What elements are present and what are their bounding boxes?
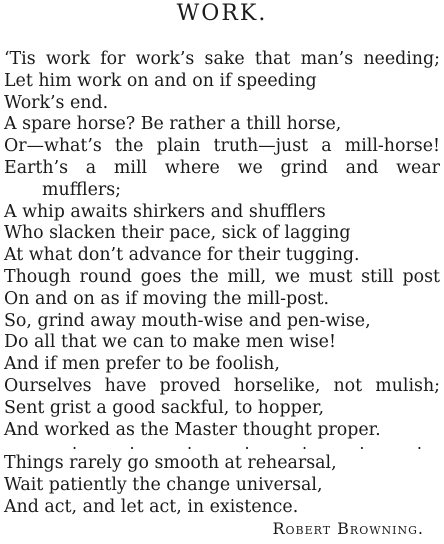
poem-line: A whip awaits shirkers and shufflers <box>4 201 326 222</box>
separator-dot: . <box>244 434 250 453</box>
poem-line: mufflers; <box>42 179 121 200</box>
poem-line: Sent grist a good sackful, to hopper, <box>4 397 324 418</box>
separator-dot: . <box>72 434 78 453</box>
author-signature: Robert Browning. <box>272 519 424 538</box>
poem-line: ‘Tis work for work’s sake that man’s needing; <box>4 49 440 69</box>
poem-line: Ourselves have proved horselike, not mulish; <box>4 375 440 396</box>
separator-dot: . <box>416 434 422 453</box>
stanza-2 <box>4 453 440 518</box>
separator-dot: . <box>129 434 135 453</box>
poem-line: On and on as if moving the mill-post. <box>4 288 330 309</box>
poem-line: Things rarely go smooth at rehearsal, <box>4 453 337 473</box>
poem-line: Do all that we can to make men wise! <box>4 332 336 353</box>
poem-line: So, grind away mouth-wise and pen-wise, <box>4 310 371 331</box>
separator-dot: . <box>359 434 365 453</box>
poem-line: At what don’t advance for their tugging. <box>4 245 360 266</box>
poem-line: And act, and let act, in existence. <box>4 496 299 517</box>
section-separator <box>72 436 422 452</box>
separator-dot: . <box>186 434 193 453</box>
separator-dot: . <box>301 434 308 453</box>
poem-line: Let him work on and on if speeding <box>4 70 317 91</box>
poem-line: A spare horse? Be rather a thill horse, <box>4 114 342 135</box>
poem-line: And if men prefer to be foolish, <box>4 354 280 375</box>
poem-title: WORK. <box>176 1 268 26</box>
poem-line: Or—what’s the plain truth—just a mill-horse! <box>4 136 440 157</box>
poem-line: Earth’s a mill where we grind and wear <box>4 157 440 178</box>
poem-line: Work’s end. <box>4 92 109 113</box>
poem-line: Who slacken their pace, sick of lagging <box>4 223 351 244</box>
poem-line: Wait patiently the change universal, <box>4 474 323 495</box>
poem-line: Though round goes the mill, we must still post <box>4 266 440 287</box>
stanza-1 <box>4 49 440 441</box>
poem-line: And worked as the Master thought proper. <box>4 419 381 440</box>
